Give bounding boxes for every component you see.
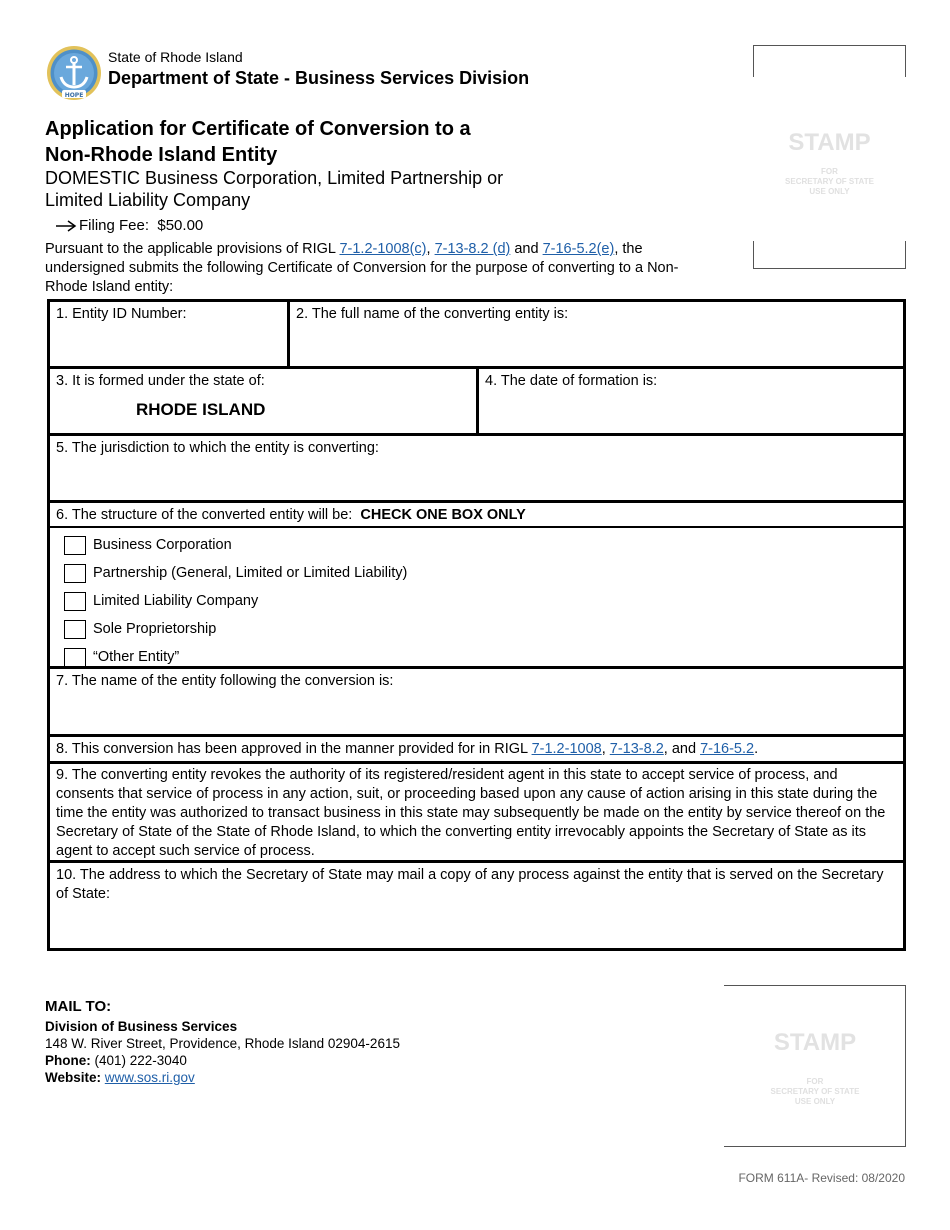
checkbox-llc[interactable] <box>64 592 86 611</box>
option-label: Sole Proprietorship <box>93 621 217 637</box>
department-name: Department of State - Business Services Division <box>108 68 530 88</box>
option-label: Limited Liability Company <box>93 593 259 609</box>
rigl-link-7-16-5-2e[interactable]: 7-16-5.2(e) <box>542 241 615 257</box>
converting-entity-name-field[interactable] <box>290 302 903 366</box>
subtitle-line-2: Limited Liability Company <box>45 190 251 210</box>
stamp-note-line: FOR <box>821 167 838 176</box>
structure-option[interactable] <box>64 615 407 643</box>
approval-sep: , and <box>663 741 701 757</box>
formation-date-label: 4. The date of formation is: <box>485 373 658 389</box>
mail-to-heading: MAIL TO: <box>45 998 112 1015</box>
rigl-link-7-1-2-1008c[interactable]: 7-1.2-1008(c) <box>339 241 427 257</box>
structure-option[interactable] <box>64 587 407 615</box>
formation-state-label: 3. It is formed under the state of: <box>56 373 265 389</box>
option-label: “Other Entity” <box>93 649 180 665</box>
title-line-2: Non-Rhode Island Entity <box>45 144 278 166</box>
mail-address: 148 W. River Street, Providence, Rhode Island 02904-2615 <box>45 1036 400 1051</box>
approval-text: . <box>754 741 759 757</box>
stamp-note-line: USE ONLY <box>809 187 850 196</box>
subtitle-line-1: DOMESTIC Business Corporation, Limited Partnership or <box>45 168 504 188</box>
checkbox-partnership[interactable] <box>64 564 86 583</box>
arrow-right-icon <box>55 220 77 232</box>
phone-number: (401) 222-3040 <box>94 1053 187 1068</box>
rigl-link-7-16-5-2[interactable]: 7-16-5.2 <box>700 741 755 757</box>
seal-motto: HOPE <box>64 92 84 99</box>
form-row-8 <box>50 737 903 764</box>
stamp-note-line: SECRETARY OF STATE <box>785 177 874 186</box>
page-subtitle <box>45 167 565 211</box>
approval-sep: , <box>601 741 610 757</box>
stamp-label: STAMP <box>788 129 871 156</box>
structure-option[interactable] <box>64 643 407 671</box>
state-name: State of Rhode Island <box>108 49 243 65</box>
checkbox-sole-proprietorship[interactable] <box>64 620 86 639</box>
stamp-note <box>724 1077 906 1107</box>
intro-suffix: , the undersigned submits the following Certificate of Conversion for the purpose of converting to a Non-Rhode Island entity: <box>45 241 679 295</box>
stamp-box-bottom <box>724 985 906 1147</box>
form-row-3-4 <box>50 369 903 436</box>
structure-option[interactable] <box>64 559 407 587</box>
form-row-5 <box>50 436 903 503</box>
conversion-form <box>47 299 906 951</box>
mail-to-block <box>45 998 400 1086</box>
structure-question <box>50 503 903 526</box>
form-row-7 <box>50 669 903 737</box>
form-row-10 <box>50 863 903 948</box>
rigl-link-7-13-8-2d[interactable]: 7-13-8.2 (d) <box>434 241 511 257</box>
intro-sep: and <box>510 241 543 257</box>
page-title <box>45 116 565 168</box>
new-entity-name-label: 7. The name of the entity following the conversion is: <box>56 673 394 689</box>
website-label: Website: <box>45 1070 102 1085</box>
stamp-note-line: USE ONLY <box>794 1097 836 1106</box>
entity-id-field[interactable] <box>50 302 290 366</box>
structure-instruction: CHECK ONE BOX ONLY <box>360 507 526 523</box>
target-jurisdiction-field[interactable] <box>50 436 903 500</box>
intro-prefix: Pursuant to the applicable provisions of RIGL <box>45 241 340 257</box>
stamp-box-top <box>753 45 906 269</box>
website-link[interactable]: www.sos.ri.gov <box>104 1070 195 1085</box>
phone-label: Phone: <box>45 1053 91 1068</box>
stamp-note-line: FOR <box>806 1077 824 1086</box>
form-row-6-header <box>50 503 903 528</box>
stamp-note <box>753 167 906 197</box>
approval-text: 8. This conversion has been approved in the manner provided for in RIGL <box>56 741 532 757</box>
option-label: Business Corporation <box>93 537 232 553</box>
stamp-label: STAMP <box>773 1029 857 1056</box>
rigl-link-7-1-2-1008[interactable]: 7-1.2-1008 <box>531 741 602 757</box>
rigl-link-7-13-8-2[interactable]: 7-13-8.2 <box>609 741 664 757</box>
intro-sep: , <box>426 241 435 257</box>
agent-revocation-statement: 9. The converting entity revokes the authority of its registered/resident agent in this state to accept service of process, and consents that service of process in any action, suit, or proceeding based upon any cause of action arising in this state during the time the entity was authorized to transact business in this state may subsequently be made on the entity by service thereof on the Secretary of State of the State of Rhode Island, to which the converting entity irrevocably appoints the Secretary of State as its agent to accept such service of process. <box>56 767 886 859</box>
intro-paragraph <box>45 240 705 297</box>
converting-entity-name-label: 2. The full name of the converting entity is: <box>296 306 569 322</box>
target-jurisdiction-label: 5. The jurisdiction to which the entity is converting: <box>56 440 379 456</box>
service-address-label: 10. The address to which the Secretary of State may mail a copy of any process against the entity that is served on the Secretary of State: <box>56 867 884 902</box>
filing-fee-amount: $50.00 <box>157 217 204 234</box>
filing-fee-label: Filing Fee: <box>79 217 150 234</box>
state-seal <box>46 45 102 101</box>
formation-state-field <box>50 369 479 433</box>
form-revision: FORM 611A- Revised: 08/2020 <box>738 1171 905 1185</box>
anchor-seal-icon <box>46 45 102 101</box>
option-label: Partnership (General, Limited or Limited Liability) <box>93 565 408 581</box>
stamp-note-line: SECRETARY OF STATE <box>770 1087 860 1096</box>
filing-fee <box>55 217 203 234</box>
service-address-field[interactable] <box>50 863 903 948</box>
checkbox-business-corporation[interactable] <box>64 536 86 555</box>
title-line-1: Application for Certificate of Conversion to a <box>45 118 471 140</box>
structure-option[interactable] <box>64 531 407 559</box>
form-row-9 <box>50 764 903 863</box>
entity-id-label: 1. Entity ID Number: <box>56 306 187 322</box>
form-row-1-2 <box>50 302 903 369</box>
structure-label: 6. The structure of the converted entity will be: <box>56 507 353 523</box>
checkbox-other-entity[interactable] <box>64 648 86 667</box>
formation-state-value: RHODE ISLAND <box>136 400 266 419</box>
new-entity-name-field[interactable] <box>50 669 903 734</box>
formation-date-field[interactable] <box>479 369 903 433</box>
approval-statement <box>50 737 903 761</box>
structure-options <box>50 528 413 666</box>
mail-division: Division of Business Services <box>45 1019 238 1034</box>
form-row-6-options <box>50 528 903 669</box>
